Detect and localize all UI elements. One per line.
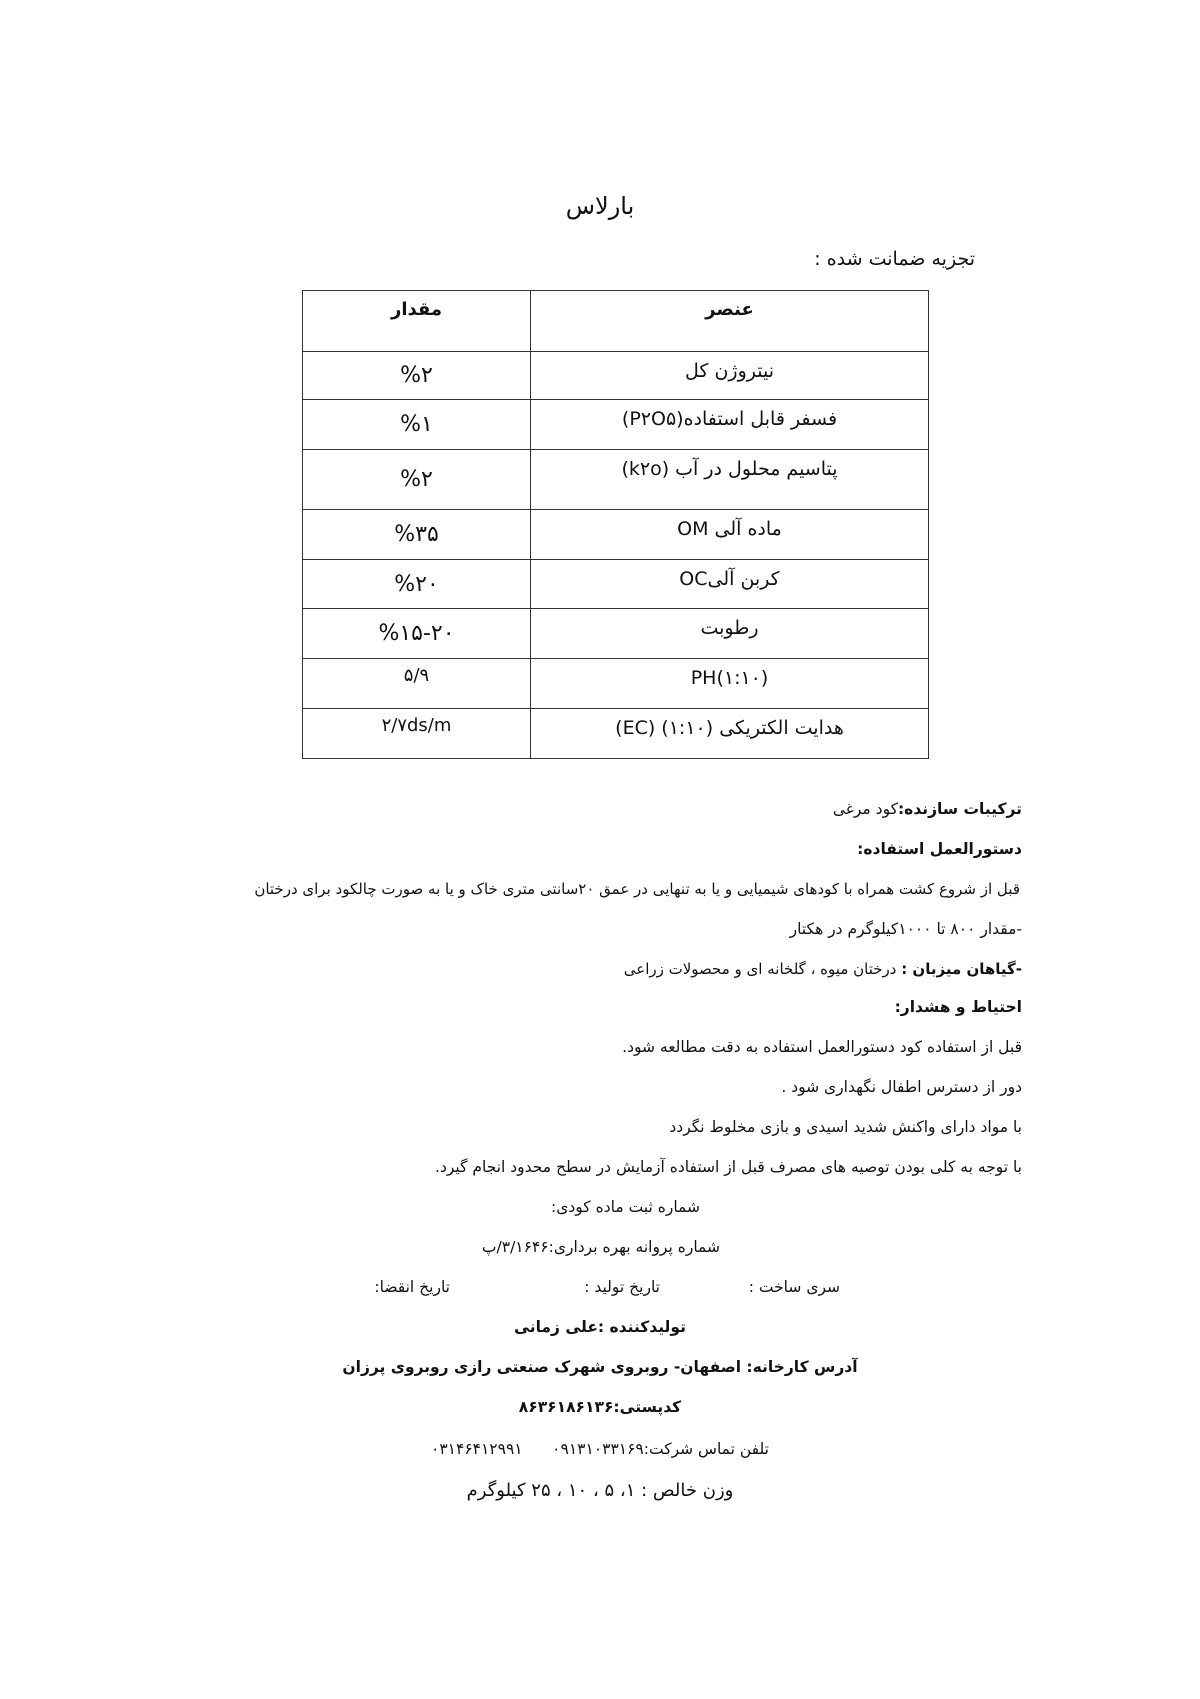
instructions-line-2: -مقدار ۸۰۰ تا ۱۰۰۰کیلوگرم در هکتار — [789, 920, 1022, 938]
producer: تولیدکننده :علی زمانی — [514, 1318, 686, 1336]
column-header-amount: مقدار — [303, 291, 531, 352]
production-date-label: تاریخ تولید : — [584, 1278, 660, 1296]
composition-label: ترکیبات سازنده: — [897, 800, 1022, 818]
composition-value: کود مرغی — [832, 800, 898, 818]
table-row — [303, 560, 929, 609]
table-row — [303, 352, 929, 400]
table-cell-element: هدایت الکتریکی (۱:۱۰) (EC) — [531, 709, 929, 759]
table-cell-amount: %۳۵ — [303, 510, 531, 560]
caution-line: با توجه به کلی بودن توصیه های مصرف قبل از استفاده آزمایش در سطح محدود انجام گیرد. — [435, 1158, 1022, 1176]
table-cell-element: فسفر قابل استفاده(P۲O۵) — [531, 400, 929, 450]
caution-line: قبل از استفاده کود دستورالعمل استفاده به دقت مطالعه شود. — [622, 1038, 1022, 1056]
table-cell-amount: %۲ — [303, 450, 531, 510]
table-row — [303, 659, 929, 709]
caution-line: دور از دسترس اطفال نگهداری شود . — [781, 1078, 1022, 1096]
postal-code: کدپستی:۸۶۳۶۱۸۶۱۳۶ — [518, 1398, 682, 1416]
table-row — [303, 609, 929, 659]
expiry-date-label: تاریخ انقضا: — [374, 1278, 450, 1296]
batch-label: سری ساخت : — [748, 1278, 840, 1296]
host-plants-label: -گیاهان میزبان : — [901, 960, 1022, 978]
table-row — [303, 510, 929, 560]
instructions-line-1: قبل از شروع کشت همراه با کودهای شیمیایی و یا به تنهایی در عمق ۲۰سانتی متری خاک و یا به صورت چالکود برای درختان — [254, 880, 1020, 898]
table-cell-amount: %۲ — [303, 352, 531, 400]
analysis-table — [302, 290, 929, 759]
host-plants-value: درختان میوه ، گلخانه ای و محصولات زراعی — [623, 960, 902, 978]
table-cell-amount: %۱ — [303, 400, 531, 450]
factory-address: آدرس کارخانه: اصفهان- روبروی شهرک صنعتی رازی روبروی پرزان — [342, 1358, 858, 1376]
table-cell-element: ماده آلی OM — [531, 510, 929, 560]
guaranteed-analysis-heading: تجزیه ضمانت شده : — [814, 248, 975, 270]
table-cell-amount: %۲۰ — [303, 560, 531, 609]
table-cell-amount: ۵/۹ — [303, 659, 531, 709]
license-number: شماره پروانه بهره برداری:۳/۱۶۴۶/پ — [481, 1238, 720, 1256]
caution-heading: احتیاط و هشدار: — [894, 998, 1022, 1016]
table-cell-element: نیتروژن کل — [531, 352, 929, 400]
table-cell-element: پتاسیم محلول در آب (k۲o) — [531, 450, 929, 510]
caution-line: با مواد دارای واکنش شدید اسیدی و بازی مخلوط نگردد — [669, 1118, 1022, 1136]
table-cell-amount: %۱۵-۲۰ — [303, 609, 531, 659]
table-cell-element: PH(۱:۱۰) — [531, 659, 929, 709]
registration-number: شماره ثبت ماده کودی: — [551, 1198, 700, 1216]
document-title: بارلاس — [565, 192, 635, 220]
table-row — [303, 400, 929, 450]
table-cell-amount: ۲/۷ds/m — [303, 709, 531, 759]
host-plants-line — [624, 960, 1022, 978]
instructions-heading: دستورالعمل استفاده: — [857, 840, 1022, 858]
table-row — [303, 450, 929, 510]
table-row — [303, 709, 929, 759]
table-header-row — [303, 291, 929, 352]
table-cell-element: کربن آلیOC — [531, 560, 929, 609]
composition-line — [833, 800, 1022, 818]
net-weight: وزن خالص : ۱، ۵ ، ۱۰ ، ۲۵ کیلوگرم — [466, 1480, 734, 1501]
company-phone: تلفن تماس شرکت:۰۹۱۳۱۰۳۳۱۶۹ ۰۳۱۴۶۴۱۲۹۹۱ — [431, 1440, 769, 1458]
column-header-element: عنصر — [531, 291, 929, 352]
table-cell-element: رطوبت — [531, 609, 929, 659]
